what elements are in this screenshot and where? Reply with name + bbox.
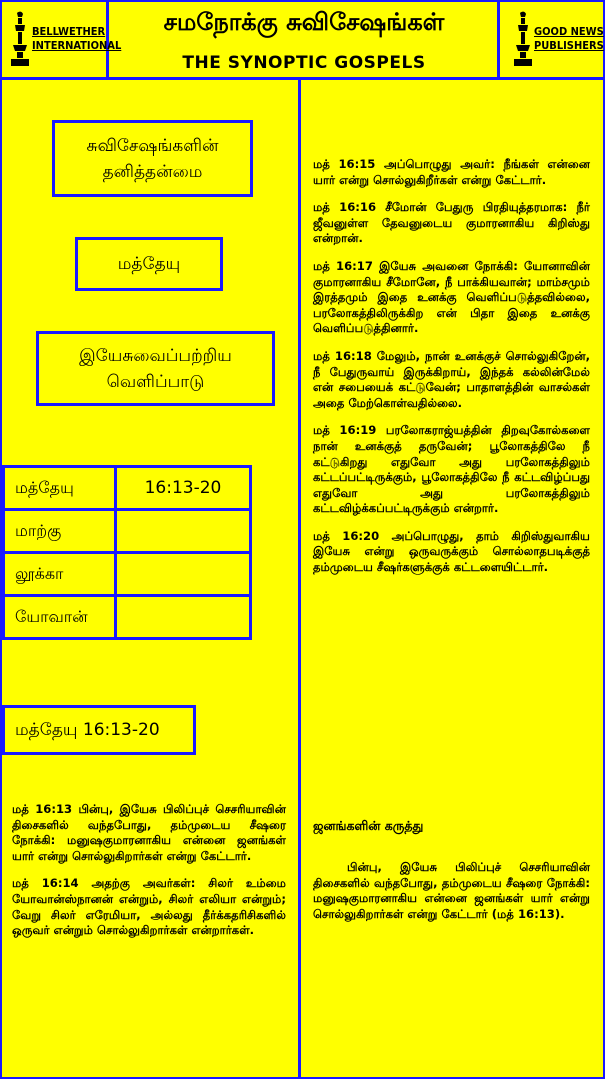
ref-verses [116,510,251,553]
uniqueness-line1: சுவிசேஷங்களின் [86,135,219,156]
logo-left-line2: INTERNATIONAL [32,39,122,52]
table-row [4,553,251,596]
verse-16-15: மத் 16:15 அப்பொழுது அவர்: நீங்கள் என்னை யார் என்று சொல்லுகிறீர்கள் என்று கேட்டார். [313,157,590,187]
ref-verses: 16:13-20 [116,467,251,510]
revelation-line1: இயேசுவைப்பற்றிய [79,345,232,366]
matthew-label: மத்தேயு [117,254,181,274]
good-news-logo [513,4,604,74]
matthew-box [75,237,223,291]
gospel-reference-table [2,465,252,640]
verse-16-13: மத் 16:13 பின்பு, இயேசு பிலிப்புச் செசரியாவின் திசைகளில் வந்தபோது, தம்முடைய சீஷரை நோக்கி: மனுஷகுமாரனாகிய என்னை ஜனங்கள் யார் என்று சொல்லுகிறார்கள் என்று கேட்டார். [12,802,286,863]
lamp-icon [10,11,30,67]
ref-verses [116,596,251,639]
verse-16-17: மத் 16:17 இயேசு அவனை நோக்கி: யோனாவின் குமாரனாகிய சீமோனே, நீ பாக்கியவான்; மாம்சமும் இரத்தமும் இதை உனக்கு வெளிப்படுத்தவில்லை, பரலோகத்திலிருக்கிற என் பிதா இதை உனக்கு வெளிப்படுத்தினார். [313,258,590,336]
title-tamil: சமநோக்கு சுவிசேஷங்கள் [163,8,445,36]
logo-right-line2: PUBLISHERS [534,39,604,52]
passage-label: மத்தேயு 16:13-20 [15,720,160,740]
bellwether-logo-text [32,25,121,53]
ref-book: லூக்கா [4,553,116,596]
left-verses [12,802,286,951]
opinion-text: பின்பு, இயேசு பிலிப்புச் செசரியாவின் திசைகளில் வந்தபோது, தம்முடைய சீஷரை நோக்கி: மனுஷகுமாரனாகிய என்னை ஜனங்கள் யார் என்று சொல்லுகிறார்கள் என்று கேட்டார் (மத் 16:13). [313,860,590,921]
verse-16-20: மத் 16:20 அப்பொழுது, தாம் கிறிஸ்துவாகிய இயேசு என்று ஒருவருக்கும் சொல்லாதபடிக்குத் தம்முடைய சீஷர்களுக்குக் கட்டளையிட்டார். [313,528,590,575]
opinion-heading: ஜனங்களின் கருத்து [313,818,424,833]
table-row [4,510,251,553]
table-row [4,467,251,510]
table-row [4,596,251,639]
right-verses [313,157,590,588]
revelation-box [36,331,275,406]
bellwether-logo [10,4,121,74]
ref-book: மாற்கு [4,510,116,553]
good-news-logo-text [534,25,604,53]
uniqueness-box [52,120,253,197]
verse-16-16: மத் 16:16 சீமோன் பேதுரு பிரதியுத்தரமாக: நீர் ஜீவனுள்ள தேவனுடைய குமாரனாகிய கிறிஸ்து என்றான். [313,200,590,246]
lamp-icon [513,11,533,67]
verse-16-18: மத் 16:18 மேலும், நான் உனக்குச் சொல்லுகிறேன், நீ பேதுருவாய் இருக்கிறாய், இந்தக் கல்லின்மேல் என் சபையைக் கட்டுவேன்; பாதாளத்தின் வாசல்கள் அதை மேற்கொள்வதில்லை. [313,348,590,410]
uniqueness-line2: தனித்தன்மை [102,161,203,182]
revelation-line2: வெளிப்பாடு [106,371,205,392]
ref-verses [116,553,251,596]
header-divider [0,77,605,80]
ref-book: யோவான் [4,596,116,639]
verse-16-14: மத் 16:14 அதற்கு அவர்கள்: சிலர் உம்மை யோவான்ஸ்நானன் என்றும், சிலர் எலியா என்றும்; வேறு சிலர் எரேமியா, அல்லது தீர்க்கதரிசிகளில் ஒருவர் என்றும் சொல்லுகிறார்கள் என்றார்கள். [12,876,286,938]
logo-right-line1: GOOD NEWS [534,25,604,38]
passage-label-box [2,705,196,755]
title-english: THE SYNOPTIC GOSPELS [182,53,426,73]
verse-16-19: மத் 16:19 பரலோகராஜ்யத்தின் திறவுகோல்களை நான் உனக்குத் தருவேன்; பூலோகத்திலே நீ கட்டுகிறது எதுவோ அது பரலோகத்திலும் கட்டப்பட்டிருக்கும், பூலோகத்திலே நீ கட்டவிழ்ப்பது எதுவோ அது பரலோகத்திலும் கட்டவிழ்க்கப்பட்டிருக்கும் என்றார். [313,423,590,516]
column-divider [298,78,301,1077]
ref-book: மத்தேயு [4,467,116,510]
logo-left-line1: BELLWETHER [32,25,106,38]
